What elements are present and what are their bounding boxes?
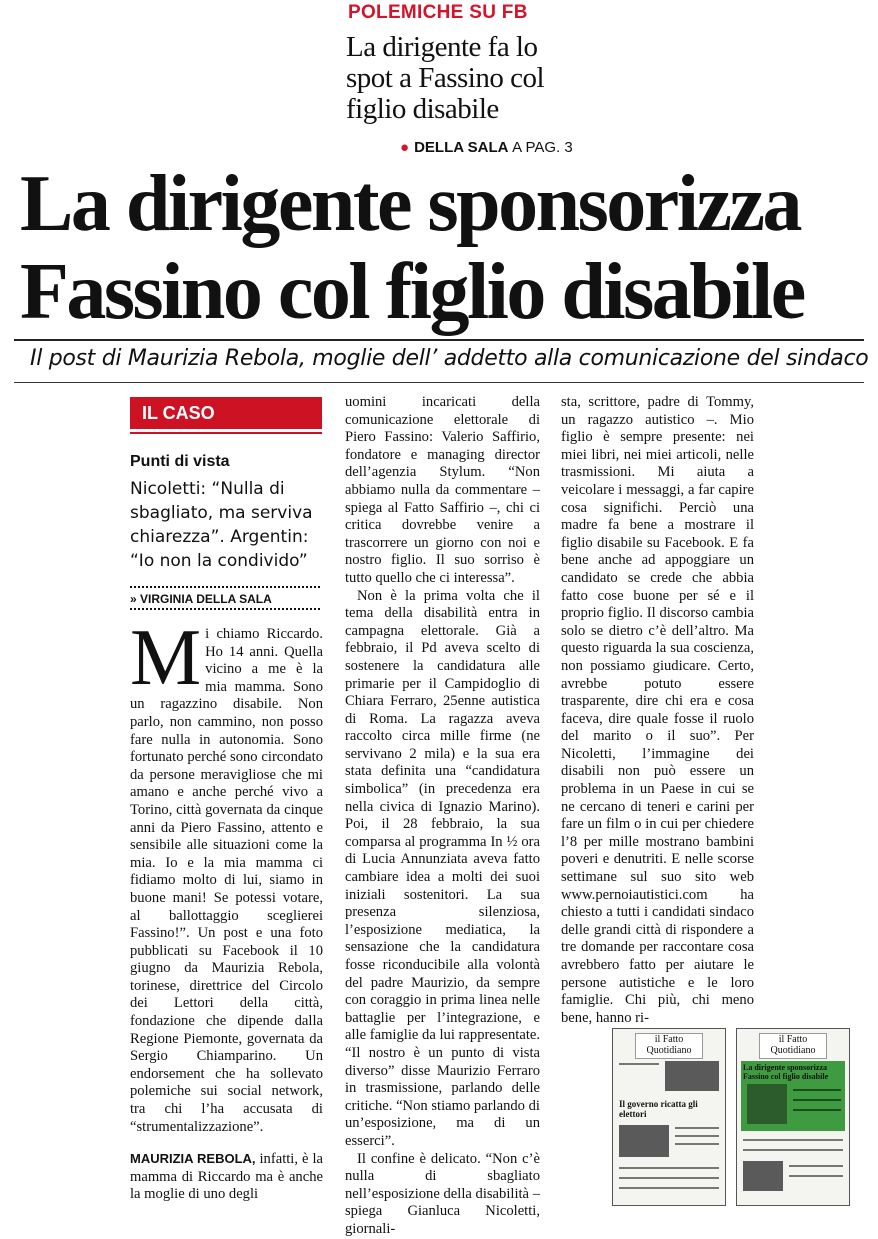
paragraph-text: infatti, è la mamma di Riccardo ma è anche la moglie di uno degli: [130, 1151, 323, 1203]
text-line: [743, 1149, 843, 1151]
photo-placeholder: [619, 1125, 669, 1157]
section-label: IL CASO: [130, 397, 322, 429]
text-line: [619, 1063, 659, 1065]
text-line: [619, 1177, 719, 1179]
paragraph-text: i chiamo Riccardo. Ho 14 anni. Quella vicino a me è la mia mamma. Sono un ragazzino disabile. Non parlo, non cammino, non posso fare nulla in autonomia. Sono fortunato perché sono circondato da persone meravigliose che mi amano e anche perché vivo a Torino, città governata da cinque anni da Piero Fassino, attento e sensibile alle situazioni come la mia. Io e la mia mamma ci fidiamo molto di lui, siamo in buone mani! Se potessi votare, al ballottaggio sceglierei Fassino!”. Un post e una foto pubblicati su Facebook il 10 giugno da Maurizia Rebola, torinese, direttrice del Circolo dei Lettori della città, fondazione che dipende dalla Regione Piemonte, governata da Sergio Chiamparino. Un endorsement che ha sollevato polemiche sui social network, tra chi l’ha accusata di “strumentalizzazione”.: [130, 626, 323, 1135]
front-page-thumbnail: [612, 1028, 726, 1206]
text-line: [675, 1127, 719, 1129]
dotted-divider: [130, 586, 320, 588]
photo-placeholder: [665, 1061, 719, 1091]
sidebar-summary: Nicoletti: “Nulla di sbagliato, ma serviva chiarezza”. Argentin: “Io non la condivido”: [130, 479, 313, 571]
front-page-thumbnails: [612, 1028, 860, 1206]
photo-placeholder: [743, 1161, 783, 1191]
text-line: [675, 1135, 719, 1137]
newspaper-masthead: il Fatto Quotidiano: [759, 1033, 827, 1059]
front-page-thumbnail: [736, 1028, 850, 1206]
article-paragraph: Il confine è delicato. “Non c’è nulla di sbagliato nell’esposizione della disabilità – spiega Gianluca Nicoletti, giornali-: [345, 1150, 540, 1237]
thumbnail-headline: La dirigente sponsorizza Fassino col figlio disabile: [743, 1063, 829, 1081]
lead-in-name: MAURIZIA REBOLA,: [130, 1151, 256, 1167]
photo-placeholder: [747, 1084, 787, 1124]
thumbnail-headline: Il governo ricatta gli elettori: [619, 1099, 698, 1119]
text-line: [743, 1139, 843, 1141]
page-reference: [400, 139, 573, 156]
section-label-rule: [130, 432, 322, 434]
text-line: [793, 1109, 841, 1111]
text-line: [793, 1099, 841, 1101]
article-column-3: [561, 394, 754, 1027]
subheadline: Il post di Maurizia Rebola, moglie dell’ addetto alla comunicazione del sindaco: [30, 346, 869, 371]
text-line: [619, 1167, 719, 1169]
section-kicker: POLEMICHE SU FB: [348, 2, 528, 23]
text-line: [789, 1165, 843, 1167]
headline-rule: [14, 339, 864, 341]
teaser-headline: La dirigente fa lo spot a Fassino col figlio disabile: [346, 31, 545, 125]
text-line: [793, 1089, 841, 1091]
article-column-1: [130, 614, 323, 1204]
article-paragraph: Non è la prima volta che il tema della disabilità entra in campagna elettorale. Già a febbraio, il Pd aveva scelto di sostenere la candidatura alle primarie per il Campidoglio di Chiara Ferraro, 25enne autistica di Roma. La ragazza aveva raccolto circa mille firme (ne servivano 2 mila) e la sua era stata definita una “candidatura simbolica” (in precedenza era nella civica di Ignazio Marino). Poi, il 28 febbraio, la sua comparsa al programma In ½ ora di Lucia Annunziata aveva fatto cambiare idea a molti dei suoi iniziali sostenitori. La sua presenza silenziosa, l’esposizione mediatica, la sensazione che la candidatura fosse riconducibile alla volontà del padre Maurizio, da sempre con coraggio in prima linea nelle battaglie per l’integrazione, e alle famiglie da lui rappresentate. “Il nostro è un punto di vista diverso” disse Maurizio Ferraro in trasmissione, parlando delle critiche. “Non stiamo parlando di un’esposizione, ma di un esserci”.: [345, 587, 540, 1149]
byline: » VIRGINIA DELLA SALA: [130, 592, 272, 606]
sidebar-title: Punti di vista: [130, 453, 230, 470]
subhead-rule: [14, 382, 864, 383]
newspaper-masthead: il Fatto Quotidiano: [635, 1033, 703, 1059]
text-line: [675, 1143, 719, 1145]
article-paragraph: uomini incaricati della comunicazione elettorale di Piero Fassino: Valerio Saffirio, fondatore e managing director dell’agenzia Stylum. “Non abbiamo nulla da commentare – spiega al Fatto Saffirio –, chi ci critica dovrebbe venire a trascorrere un giorno con noi e nostro figlio. Il suo sorriso è tutto quello che ci interessa”.: [345, 394, 540, 586]
reference-page: A PAG. 3: [512, 139, 573, 156]
main-headline: La dirigente sponsorizza Fassino col figlio disabile: [20, 160, 804, 336]
article-column-2: [345, 394, 540, 1239]
reference-author: DELLA SALA: [414, 139, 508, 156]
article-paragraph: [130, 614, 323, 1136]
article-paragraph: sta, scrittore, padre di Tommy, un ragazzo autistico –. Mio figlio è sempre presente: nei miei libri, nei miei articoli, nelle trasmissioni. Mi aiuta a veicolare i messaggi, a far capire cosa significhi. Perciò una madre fa bene a mostrare il figlio disabile su Facebook. E fa bene anche ad appoggiare un candidato se crede che abbia fatto cose buone per sé e il proprio figlio. Il discorso cambia solo se dietro c’è dell’altro. Ma questo riguarda la sua coscienza, non possiamo giudicare. Certo, avrebbe potuto essere trasparente, dire chi era e cosa faceva, dire quale fosse il ruolo del marito o il suo”. Per Nicoletti, l’immagine dei disabili non può essere un problema in un Paese in cui se ne cercano di teneri e carini per fare un film o in cui per chiedere l’8 per mille mostrano bambini poveri e denutriti. E nelle scorse settimane sul suo sito web www.pernoiautistici.com ha chiesto a tutti i candidati sindaco delle grandi città di rispondere a tre domande per raccontare cosa avrebbero fatto per aiutare le persone autistiche e le loro famiglie. Chi più, chi meno bene, hanno ri-: [561, 394, 754, 1026]
text-line: [619, 1187, 719, 1189]
text-line: [789, 1175, 843, 1177]
drop-cap: M: [130, 614, 202, 702]
bullet-icon: ●: [400, 139, 410, 156]
article-paragraph: [130, 1150, 323, 1204]
dotted-divider: [130, 608, 320, 610]
